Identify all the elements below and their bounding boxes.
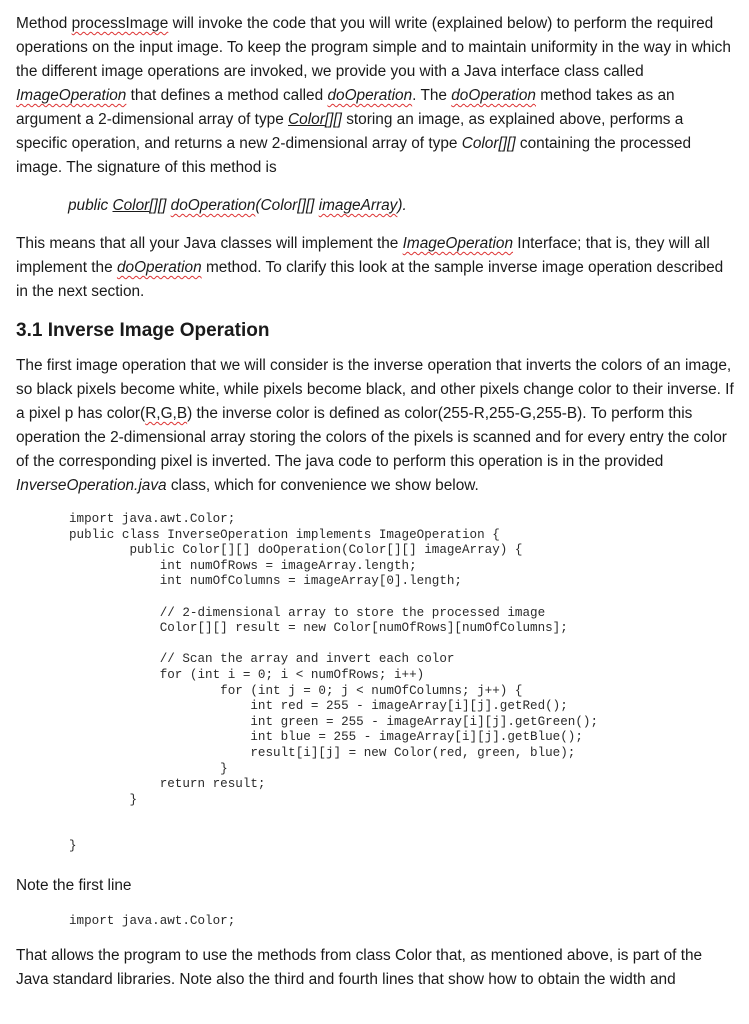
code-listing [69,512,598,855]
dooperation-term: doOperation [327,87,413,104]
intro-paragraph [16,12,738,180]
text: The first image operation that we will consider is the inverse operation that inverts the colors of an image, so black pixels become white, while pixels become black, and other pixels change color to their inverse. If a pixel p has color( [16,357,734,422]
text: public [68,197,113,214]
code-line [69,637,598,653]
text: that defines a method called [126,87,328,104]
text: class, which for convenience we show below. [166,477,479,494]
file-name: InverseOperation.java [16,477,167,494]
code-line: result[i][j] = new Color(red, green, blue); [69,745,576,760]
code-line: int red = 255 - imageArray[i][j].getRed(); [69,699,568,714]
code-line [69,824,598,840]
text: storing an image, as explained above, performs a specific operation, and returns a new 2-dimensional array of type [16,111,684,152]
method-signature [68,194,407,218]
text: (Color[][] [255,197,319,214]
text: method. To clarify this look at the sample inverse image operation described in the next section. [16,259,724,300]
text: imageArray [318,197,398,214]
inverse-paragraph [16,354,738,498]
code-line [69,590,598,606]
text: . The [412,87,452,104]
note-line: Note the first line [16,877,132,894]
text: doOperation [170,197,256,214]
code-line [69,808,598,824]
text: This means that all your Java classes will implement the [16,235,403,252]
text: [][] [324,111,342,128]
import-code: import java.awt.Color; [69,914,236,928]
code-line: int green = 255 - imageArray[i][j].getGreen(); [69,714,599,729]
rgb-term: R,G,B [145,405,188,422]
text: method takes as an argument a 2-dimensional array of type [16,87,675,128]
text: [][] [149,197,171,214]
text: ). [397,197,407,214]
section-heading: 3.1 Inverse Image Operation [16,320,270,341]
code-line: import java.awt.Color; [69,512,236,526]
dooperation-term: doOperation [116,259,202,276]
interface-paragraph [16,232,738,304]
code-line: for (int j = 0; j < numOfColumns; j++) { [69,683,523,698]
text: containing the processed image. The signature of this method is [16,135,692,176]
code-line: for (int i = 0; i < numOfRows; i++) [69,667,425,682]
code-line: } [69,761,228,776]
text: will invoke the code that you will write (explained below) to perform the required operations on the input image. To keep the program simple and to maintain uniformity in the way in which the different image operations are invoked, we provide you with a Java interface class called [16,15,731,80]
code-line: } [69,792,138,807]
code-line: public class InverseOperation implements ImageOperation { [69,527,500,542]
code-line: int numOfRows = imageArray.length; [69,558,417,573]
imageoperation-term: ImageOperation [16,87,127,104]
text: Color [112,197,150,214]
text: Method [16,15,72,32]
imageoperation-term: ImageOperation [402,235,514,252]
dooperation-term: doOperation [451,87,536,104]
processimage-term: processImage [71,15,169,32]
code-line: return result; [69,777,266,792]
code-line: public Color[][] doOperation(Color[][] imageArray) { [69,543,523,558]
color-type-term: Color [288,111,325,128]
closing-paragraph: That allows the program to use the methods from class Color that, as mentioned above, is part of the Java standard libraries. Note also the third and fourth lines that show how to obtain the width and [16,947,703,988]
code-line: // Scan the array and invert each color [69,652,455,667]
code-line: // 2-dimensional array to store the processed image [69,605,546,620]
code-line: int numOfColumns = imageArray[0].length; [69,574,462,589]
code-line: } [69,839,77,854]
code-line: int blue = 255 - imageArray[i][j].getBlue(); [69,730,583,745]
text: ) the inverse color is defined as color(255-R,255-G,255-B). To perform this operation the 2-dimensional array storing the colors of the pixels is scanned and for every entry the color of the corresponding pixel is inverted. The java code to perform this operation is in the provided [16,405,727,470]
text: Interface; that is, they will all implement the [16,235,710,276]
color-array-type: Color[][] [461,135,516,152]
code-line: Color[][] result = new Color[numOfRows][numOfColumns]; [69,621,568,636]
